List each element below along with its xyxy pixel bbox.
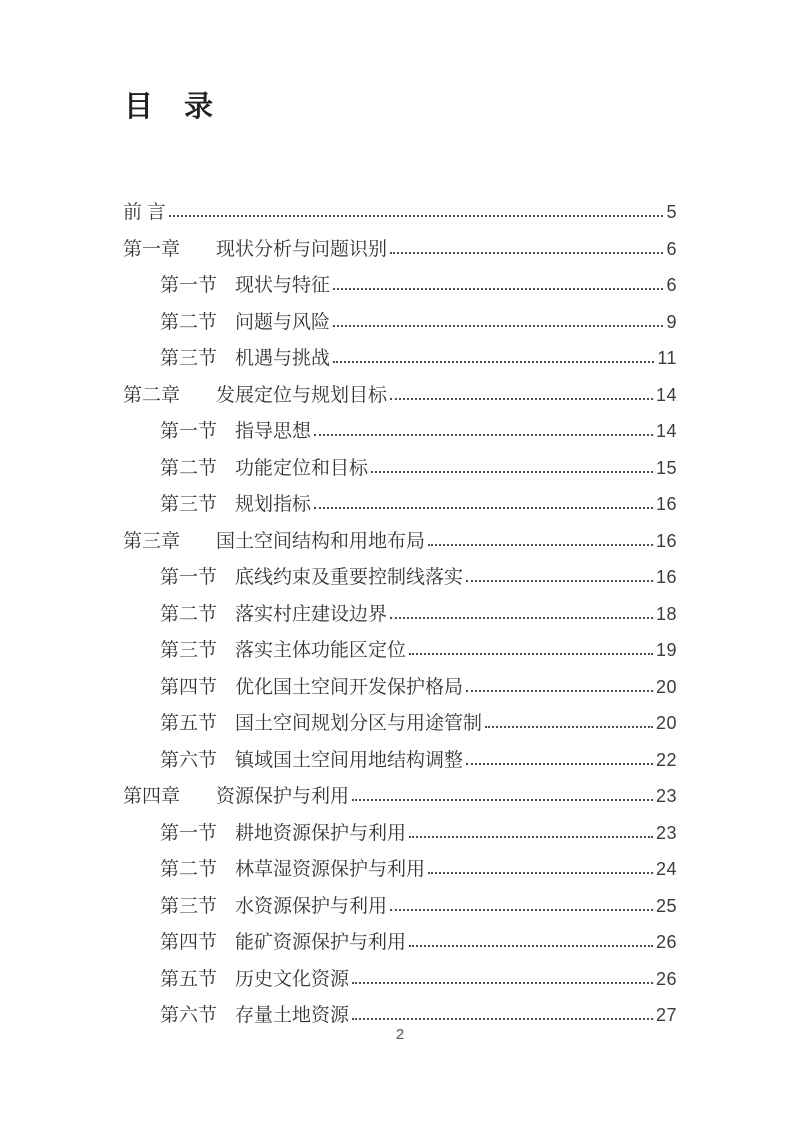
toc-entry-number: 第三节 — [160, 640, 218, 661]
toc-entry-number: 第五节 — [160, 968, 218, 990]
toc-entry-title: 历史文化资源 — [235, 968, 350, 990]
toc-entry-title: 问题与风险 — [235, 311, 331, 333]
toc-entry-number: 第一节 — [160, 421, 218, 442]
toc-entry-page: 5 — [666, 202, 677, 222]
dot-leader — [428, 872, 653, 874]
toc-entry[interactable] — [123, 669, 677, 706]
toc-entry-number: 第四章 — [123, 786, 181, 807]
toc-entry[interactable] — [123, 705, 677, 742]
toc-entry-page: 25 — [655, 895, 677, 916]
dot-leader — [352, 982, 653, 984]
toc-entry-number: 第二节 — [160, 311, 218, 333]
toc-entry-page: 16 — [655, 494, 677, 514]
toc-entry-title: 落实村庄建设边界 — [235, 603, 388, 625]
toc-entry[interactable] — [123, 377, 677, 414]
toc-entry[interactable] — [123, 596, 677, 633]
toc-entry[interactable] — [123, 523, 677, 560]
toc-entry-number: 第四节 — [160, 932, 218, 953]
toc-entry-page: 27 — [655, 1005, 677, 1025]
toc-entry-number: 第一节 — [160, 275, 218, 296]
toc-entry[interactable] — [123, 340, 677, 377]
toc-entry-number: 第二章 — [123, 384, 181, 406]
toc-entry-page: 22 — [655, 749, 677, 770]
dot-leader — [466, 580, 653, 582]
toc-entry-number: 第一节 — [160, 822, 218, 844]
toc-entry-number: 第一节 — [160, 567, 218, 588]
dot-leader — [409, 945, 653, 947]
dot-leader — [409, 836, 653, 838]
toc-entry[interactable] — [123, 851, 677, 888]
dot-leader — [466, 763, 653, 765]
dot-leader — [390, 617, 653, 619]
toc-entry-page: 16 — [655, 530, 677, 551]
dot-leader — [428, 544, 653, 546]
footer-page-number: 2 — [395, 1026, 405, 1043]
toc-entry[interactable] — [123, 778, 677, 815]
toc-entry-number: 第三章 — [123, 530, 181, 552]
toc-entry[interactable] — [123, 304, 677, 341]
toc-list — [123, 194, 677, 1034]
toc-entry-title: 耕地资源保护与利用 — [235, 822, 407, 844]
toc-entry[interactable] — [123, 267, 677, 304]
toc-entry-number: 第三节 — [160, 348, 218, 369]
toc-entry-title: 存量土地资源 — [235, 1005, 350, 1026]
toc-entry-title: 规划指标 — [235, 494, 312, 515]
toc-entry-page: 18 — [655, 603, 677, 624]
toc-entry[interactable] — [123, 961, 677, 998]
dot-leader — [333, 288, 663, 290]
toc-entry-title: 林草湿资源保护与利用 — [235, 859, 426, 880]
dot-leader — [169, 215, 664, 217]
dot-leader — [352, 1018, 653, 1020]
toc-entry-page: 26 — [655, 932, 677, 952]
toc-entry[interactable] — [123, 632, 677, 669]
toc-entry-page: 20 — [655, 676, 677, 697]
toc-entry[interactable] — [123, 924, 677, 961]
toc-entry-page: 6 — [666, 275, 677, 295]
toc-entry-title: 水资源保护与利用 — [235, 895, 388, 917]
dot-leader — [371, 471, 653, 473]
toc-entry-title: 资源保护与利用 — [216, 786, 350, 807]
dot-leader — [314, 507, 653, 509]
toc-entry-number: 第四节 — [160, 676, 218, 698]
toc-entry-title: 国土空间结构和用地布局 — [216, 530, 426, 552]
dot-leader — [390, 398, 653, 400]
toc-entry-title: 国土空间规划分区与用途管制 — [235, 713, 483, 734]
toc-entry-page: 14 — [655, 421, 677, 441]
page-title: 目 录 — [124, 91, 215, 123]
toc-entry-page: 20 — [655, 713, 677, 733]
toc-entry-title: 底线约束及重要控制线落实 — [235, 567, 464, 588]
dot-leader — [352, 799, 653, 801]
dot-leader — [390, 909, 653, 911]
toc-entry-page: 19 — [655, 640, 677, 660]
toc-entry-page: 11 — [657, 348, 677, 368]
dot-leader — [466, 690, 653, 692]
toc-entry-title: 现状与特征 — [235, 275, 331, 296]
toc-entry-page: 24 — [655, 859, 677, 879]
toc-entry[interactable] — [123, 450, 677, 487]
toc-entry-number: 第六节 — [160, 749, 218, 771]
toc-entry-title: 功能定位和目标 — [235, 457, 369, 479]
toc-entry-number: 第二节 — [160, 859, 218, 880]
toc-entry-page: 15 — [655, 457, 677, 478]
toc-entry[interactable] — [123, 559, 677, 596]
toc-entry-number: 前 言 — [123, 202, 166, 223]
toc-entry-number: 第二节 — [160, 603, 218, 625]
toc-entry-page: 6 — [666, 238, 677, 259]
toc-entry-number: 第三节 — [160, 895, 218, 917]
toc-entry[interactable] — [123, 815, 677, 852]
dot-leader — [333, 325, 663, 327]
toc-entry-title: 现状分析与问题识别 — [216, 238, 388, 260]
toc-entry[interactable] — [123, 231, 677, 268]
dot-leader — [409, 653, 653, 655]
toc-entry[interactable] — [123, 194, 677, 231]
toc-entry-title: 镇域国土空间用地结构调整 — [235, 749, 464, 771]
toc-entry-number: 第三节 — [160, 494, 218, 515]
toc-entry-number: 第五节 — [160, 713, 218, 734]
toc-entry-title: 能矿资源保护与利用 — [235, 932, 407, 953]
toc-entry-page: 14 — [655, 384, 677, 405]
toc-entry-title: 发展定位与规划目标 — [216, 384, 388, 406]
toc-entry[interactable] — [123, 742, 677, 779]
dot-leader — [390, 252, 663, 254]
toc-entry-title: 落实主体功能区定位 — [235, 640, 407, 661]
dot-leader — [333, 361, 654, 363]
toc-entry-page: 26 — [655, 968, 677, 989]
toc-entry-number: 第一章 — [123, 238, 181, 260]
dot-leader — [314, 434, 653, 436]
toc-entry-page: 16 — [655, 567, 677, 587]
toc-entry[interactable] — [123, 486, 677, 523]
toc-entry-title: 指导思想 — [235, 421, 312, 442]
toc-entry[interactable] — [123, 413, 677, 450]
toc-entry-number: 第六节 — [160, 1005, 218, 1026]
dot-leader — [485, 726, 653, 728]
toc-entry-page: 23 — [655, 822, 677, 843]
toc-entry-page: 9 — [666, 311, 677, 332]
toc-entry[interactable] — [123, 888, 677, 925]
toc-entry-page: 23 — [655, 786, 677, 806]
toc-entry-number: 第二节 — [160, 457, 218, 479]
toc-entry-title: 机遇与挑战 — [235, 348, 331, 369]
toc-entry-title: 优化国土空间开发保护格局 — [235, 676, 464, 698]
